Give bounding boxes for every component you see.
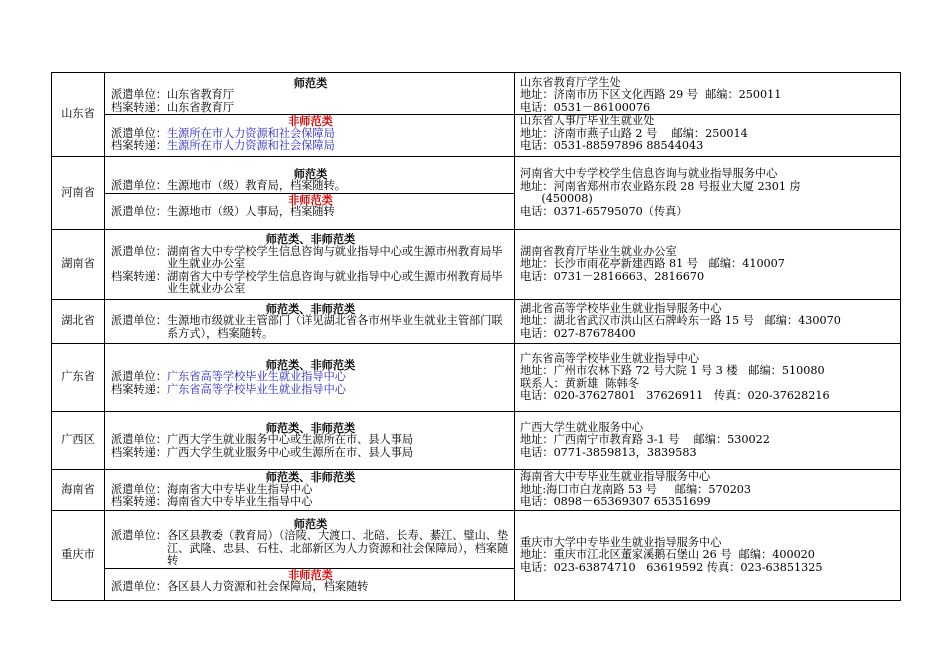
category-heading: 师范类: [293, 75, 328, 90]
field-label: 派遣单位：: [111, 370, 167, 384]
dispatch-info-cell: [105, 344, 515, 412]
field-value: 山东省教育厅: [166, 100, 235, 114]
table-row: [52, 511, 901, 601]
contact-line: 地址：济南市历下区文化西路 29 号 邮编：250011: [520, 88, 782, 101]
dispatch-info-cell: [105, 470, 515, 511]
field-label: 派遣单位：: [111, 205, 167, 218]
category-heading: 非师范类: [288, 114, 333, 128]
province-name: 重庆市: [52, 511, 105, 601]
contact-line: 电话：0898－65369307 65351699: [520, 495, 711, 509]
dispatch-line: [111, 246, 510, 271]
dispatch-info-cell: [105, 300, 515, 344]
province-name: 海南省: [52, 470, 105, 511]
field-label: 档案转递：: [111, 100, 167, 114]
province-name: 广东省: [52, 344, 105, 412]
category-heading: 师范类、非师范类: [265, 301, 356, 316]
contact-info-cell: [515, 344, 901, 412]
contact-line: 电话：023-63874710 63619592 传真：023-63851325: [520, 560, 823, 574]
dispatch-line: [111, 315, 510, 340]
category-heading: 师范类、非师范类: [265, 470, 356, 485]
category-heading: 师范类: [293, 166, 328, 181]
contact-line: 地址：济南市燕子山路 2 号 邮编：250014: [520, 126, 748, 140]
contact-line: 山东省人事厅毕业生就业处: [520, 114, 655, 127]
category-heading: 师范类、非师范类: [265, 232, 356, 247]
dispatch-line: [111, 180, 510, 193]
field-value: 生源所在市人力资源和社会保障局: [166, 139, 335, 152]
category-section: [105, 359, 514, 397]
dispatch-line: [111, 581, 510, 594]
field-value: 山东省教育厅: [166, 88, 235, 101]
contact-line: 广西大学生就业服务中心: [520, 420, 644, 434]
category-section: [105, 471, 514, 509]
contact-line: 电话：0371-65795070（传真）: [520, 204, 688, 218]
contact-line: 电话：027-87678400: [520, 326, 636, 340]
province-name: 山东省: [52, 73, 105, 157]
contact-line: 电话：0531－86100076: [520, 100, 651, 114]
field-value: 各区县人力资源和社会保障局，档案随转: [166, 580, 369, 593]
contact-line: 电话：020-37627801 37626911 传真：020-37628216: [520, 389, 830, 402]
category-heading: 师范类: [293, 516, 328, 531]
table-row: [52, 300, 901, 344]
field-value: 各区县教委（教育局）（涪陵、大渡口、北碚、长寿、綦江、璧山、垫江、武隆、忠县、石柱、北部新区为人力资源和社会保障局），档案随转: [166, 529, 509, 567]
category-section: [105, 518, 514, 568]
field-value: 海南省大中专毕业生指导中心: [166, 482, 313, 496]
dispatch-line: [111, 271, 510, 296]
field-label: 派遣单位：: [111, 88, 167, 101]
province-name: 广西区: [52, 412, 105, 470]
contact-line: 地址：广州市农林下路 72 号大院 1 号 3 楼 邮编：510080: [520, 364, 825, 377]
field-value: 生源所在市人力资源和社会保障局: [166, 126, 335, 140]
contact-info-cell: [515, 230, 901, 300]
contact-line: 电话：0771-3859813，3839583: [520, 445, 697, 459]
employment-guidance-table: [51, 72, 901, 601]
contact-line: 地址：广西南宁市教育路 3-1 号 邮编：530022: [520, 433, 770, 447]
contact-line: 海南省大中专毕业生就业指导服务中心: [520, 470, 711, 484]
dispatch-line: [111, 530, 510, 568]
table-row: [52, 157, 901, 230]
province-name: 湖南省: [52, 230, 105, 300]
dispatch-info-cell: [105, 412, 515, 470]
contact-line: 河南省大中专学校学生信息咨询与就业指导服务中心: [520, 167, 778, 180]
contact-line: 地址：湖北省武汉市洪山区石牌岭东一路 15 号 邮编：430070: [520, 314, 841, 328]
table-row: [52, 344, 901, 412]
dispatch-info-cell: [105, 157, 515, 230]
category-section: [105, 568, 514, 594]
field-value: 广东省高等学校毕业生就业指导中心: [166, 382, 346, 396]
field-label: 派遣单位：: [111, 179, 167, 192]
field-label: 派遣单位：: [111, 433, 167, 447]
field-label: 档案转递：: [111, 495, 167, 509]
field-label: 派遣单位：: [111, 244, 167, 258]
field-value: 广东省高等学校毕业生就业指导中心: [166, 370, 346, 384]
contact-info-cell: [515, 157, 901, 230]
dispatch-info-cell: [105, 511, 515, 601]
contact-line: 电话：0531-88597896 88544043: [520, 139, 704, 152]
contact-info-cell: [515, 412, 901, 470]
contact-line: 地址:海口市白龙南路 53 号 邮编：570203: [520, 482, 752, 496]
contact-line: 地址：河南省郑州市农业路东段 28 号报业大厦 2301 房: [520, 179, 801, 193]
contact-line: 湖南省教育厅毕业生就业办公室: [520, 244, 677, 258]
dispatch-line: [111, 102, 510, 115]
contact-info-cell: [515, 73, 901, 157]
contact-line: 联系人：黄新雄 陈韩冬: [520, 376, 639, 390]
dispatch-line: [111, 371, 510, 384]
contact-info-cell: [515, 470, 901, 511]
table-row: [52, 73, 901, 157]
category-section: [105, 303, 514, 341]
dispatch-info-cell: [105, 230, 515, 300]
dispatch-line: [111, 496, 510, 509]
category-section: [105, 193, 514, 219]
field-value: 海南省大中专毕业生指导中心: [166, 495, 313, 509]
field-value: 湖南省大中专学校学生信息咨询与就业指导中心或生源市州教育局毕业生就业办公室: [166, 244, 503, 271]
table-row: [52, 412, 901, 470]
province-name: 湖北省: [52, 300, 105, 344]
field-label: 档案转递：: [111, 139, 167, 152]
dispatch-line: [111, 434, 510, 447]
contact-line: 山东省教育厅学生处: [520, 75, 621, 89]
contact-info-cell: [515, 300, 901, 344]
field-value: 湖南省大中专学校学生信息咨询与就业指导中心或生源市州教育局毕业生就业办公室: [166, 269, 503, 296]
category-heading: 师范类、非师范类: [265, 357, 356, 372]
dispatch-line: [111, 89, 510, 102]
field-value: 生源地市（级）人事局，档案随转: [166, 205, 335, 218]
table-row: [52, 230, 901, 300]
contact-line: 湖北省高等学校毕业生就业指导服务中心: [520, 301, 722, 315]
contact-line: (450008): [520, 192, 593, 205]
dispatch-info-cell: [105, 73, 515, 157]
province-name: 河南省: [52, 157, 105, 230]
contact-line: 广东省高等学校毕业生就业指导中心: [520, 351, 700, 365]
field-value: 生源地市（级）教育局，档案随转。: [166, 179, 346, 192]
dispatch-line: [111, 206, 510, 219]
category-heading: 非师范类: [288, 567, 333, 582]
category-section: [105, 114, 514, 153]
category-heading: 师范类、非师范类: [265, 420, 356, 435]
category-section: [105, 77, 514, 115]
contact-line: 地址：长沙市雨花亭新建西路 81 号 邮编：410007: [520, 257, 785, 271]
contact-line: 重庆市大学中专毕业生就业指导服务中心: [520, 535, 722, 549]
contact-line: 地址：重庆市江北区董家溪鹅石堡山 26 号 邮编：400020: [520, 548, 815, 562]
table-row: [52, 470, 901, 511]
field-label: 派遣单位：: [111, 126, 167, 140]
contact-info-cell: [515, 511, 901, 601]
contact-line: 电话：0731－2816663、2816670: [520, 269, 705, 283]
category-section: [105, 422, 514, 460]
field-label: 档案转递：: [111, 445, 167, 459]
field-label: 档案转递：: [111, 269, 167, 283]
field-value: 广西大学生就业服务中心或生源所在市、县人事局: [166, 433, 414, 447]
dispatch-line: [111, 140, 510, 153]
field-label: 派遣单位：: [111, 580, 167, 593]
category-section: [105, 233, 514, 296]
dispatch-line: [111, 447, 510, 460]
field-label: 派遣单位：: [111, 529, 167, 542]
field-label: 档案转递：: [111, 382, 167, 396]
category-heading: 非师范类: [288, 192, 333, 207]
field-label: 派遣单位：: [111, 482, 167, 496]
field-label: 派遣单位：: [111, 314, 167, 328]
category-section: [105, 168, 514, 193]
field-value: 生源地市级就业主管部门（详见湖北省各市州毕业生就业主管部门联系方式），档案随转。: [166, 314, 503, 340]
dispatch-line: [111, 384, 510, 397]
field-value: 广西大学生就业服务中心或生源所在市、县人事局: [166, 445, 414, 459]
